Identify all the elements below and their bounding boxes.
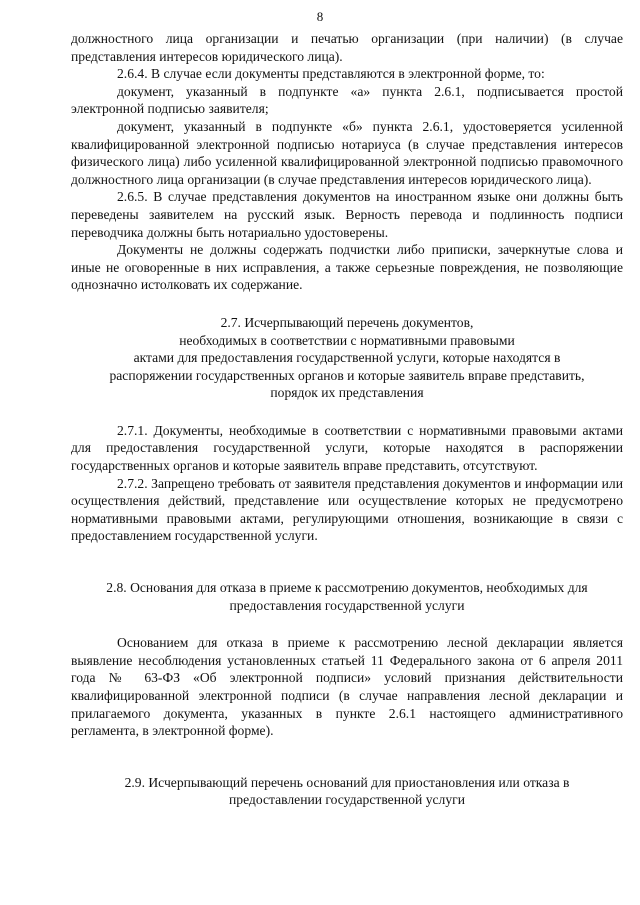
- heading-line: предоставлении государственной услуги: [229, 792, 465, 808]
- paragraph-2-6-5: 2.6.5. В случае представления документов на иностранном языке они должны быть переведены заявителем на русский язык. Верность перевода и подлинность подписи переводчика должны быть нотариально удостоверены.: [71, 189, 623, 240]
- paragraph: должностного лица организации и печатью организации (при наличии) (в случае представления интересов юридического лица).: [71, 31, 623, 64]
- paragraph: документ, указанный в подпункте «б» пункта 2.6.1, удостоверяется усиленной квалифицированной электронной подписью нотариуса (в случае представления интересов физического лица) либо усиленной квалифицированной электронной подписью правомочного должностного лица организации (в случае представления интересов юридического лица).: [71, 118, 623, 187]
- section-2-7-heading: [71, 314, 623, 402]
- paragraph-2-6-4: 2.6.4. В случае если документы представляются в электронной форме, то:: [117, 66, 545, 82]
- heading-line: 2.9. Исчерпывающий перечень оснований для приостановления или отказа в: [124, 774, 570, 790]
- heading-line: необходимых в соответствии с нормативными правовыми: [179, 332, 515, 348]
- section-2-9-heading: [71, 774, 623, 809]
- document-body: [71, 30, 623, 809]
- paragraph-2-8: Основанием для отказа в приеме к рассмотрению лесной декларации является выявление несоблюдения установленных статьей 11 Федерального закона от 6 апреля 2011 года № 63-ФЗ «Об электронной подписи» условий признания действительности квалифицированной электронной подписи (в случае направления лесной декларации и прилагаемого документа, указанных в пункте 2.6.1 настоящего административного регламента, в электронной форме).: [71, 635, 623, 739]
- paragraph: документ, указанный в подпункте «а» пункта 2.6.1, подписывается простой электронной подписью заявителя;: [71, 83, 623, 117]
- heading-line: предоставления государственной услуги: [229, 597, 465, 613]
- paragraph: Документы не должны содержать подчистки либо приписки, зачеркнутые слова и иные не оговоренные в них исправления, а также серьезные повреждения, не позволяющие однозначно истолковать их содержание.: [71, 242, 623, 293]
- paragraph-2-7-2: 2.7.2. Запрещено требовать от заявителя представления документов и информации или осуществления действий, представление или осуществление которых не предусмотрено нормативными правовыми актами, регулирующими отношения, возникающие в связи с предоставлением государственной услуги.: [71, 475, 623, 544]
- section-2-8-heading: [71, 579, 623, 614]
- paragraph-2-7-1: 2.7.1. Документы, необходимые в соответствии с нормативными правовыми актами для предоставления государственной услуги, которые находятся в распоряжении государственных органов и которые заявитель вправе представить, отсутствуют.: [71, 422, 623, 474]
- heading-line: 2.8. Основания для отказа в приеме к рассмотрению документов, необходимых для: [106, 580, 588, 596]
- heading-line: распоряжении государственных органов и которые заявитель вправе представить,: [109, 367, 585, 383]
- heading-line: порядок их представления: [270, 385, 424, 401]
- page-number: 8: [316, 9, 324, 24]
- heading-line: актами для предоставления государственной услуги, которые находятся в: [133, 350, 561, 366]
- heading-line: 2.7. Исчерпывающий перечень документов,: [220, 314, 474, 330]
